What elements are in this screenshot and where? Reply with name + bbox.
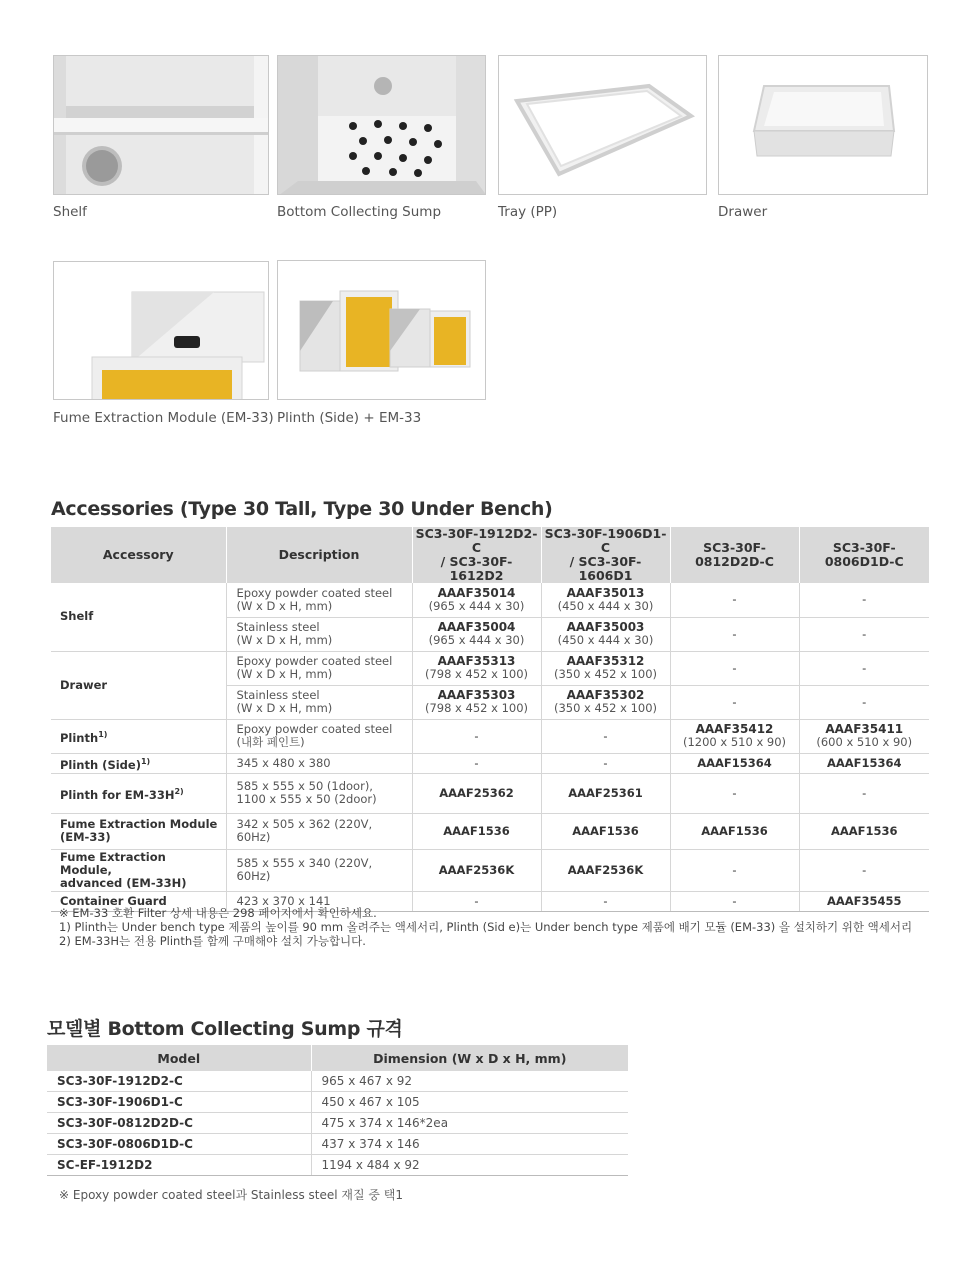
table-row [47,1113,628,1134]
table-row [51,773,929,813]
row-value: AAAF25362 [412,773,541,813]
tray-photo [498,55,707,195]
accessories-title: Accessories (Type 30 Tall, Type 30 Under Bench) [51,498,553,520]
row-value: AAAF25361 [541,773,670,813]
row-value: - [670,891,799,911]
sump-caption: Bottom Collecting Sump [277,204,442,220]
row-label-plinth: Plinth$^{1)}$ [51,719,226,753]
table-row [51,849,929,891]
note-line: 2) EM-33H는 전용 Plinth를 함께 구매해야 설치 가능합니다. [59,934,366,948]
row-value: - [670,651,799,685]
row-value: AAAF2536K [412,849,541,891]
row-value: AAAF15364 [670,753,799,773]
row-value: AAAF35004 (965 x 444 x 30) [412,617,541,651]
row-value: - [541,891,670,911]
sump-dimension: 1194 x 484 x 92 [311,1155,628,1176]
accessories-table [51,527,929,912]
row-value: - [670,583,799,617]
header-description: Description [226,527,412,583]
drawer-caption: Drawer [718,204,768,220]
header-model-3: SC3-30F-0812D2D-C [670,527,799,583]
sump-dimension: 965 x 467 x 92 [311,1071,628,1092]
table-row [51,651,929,685]
row-label-fume-advanced: Fume Extraction Module, advanced (EM-33H) [51,849,226,891]
row-value: - [670,849,799,891]
plinth-side-caption: Plinth (Side) + EM-33 [277,410,422,426]
sump-table [47,1045,628,1176]
row-value: AAAF15364 [799,753,929,773]
sump-model: SC3-30F-1912D2-C [47,1071,311,1092]
sump-model: SC-EF-1912D2 [47,1155,311,1176]
header-accessory: Accessory [51,527,226,583]
row-value: AAAF35411 (600 x 510 x 90) [799,719,929,753]
note-line: 1) Plinth는 Under bench type 제품의 높이를 90 mm 올려주는 액세서리, Plinth (Sid e)는 Under bench type 제품에 배기 모듈 (EM-33) 을 설치하기 위한 액세서리 [59,920,913,934]
table-row [51,719,929,753]
accessories-notes [59,906,912,948]
row-value: AAAF35003 (450 x 444 x 30) [541,617,670,651]
sump-note: ※ Epoxy powder coated steel과 Stainless steel 재질 중 택1 [59,1188,404,1202]
sump-dimension: 437 x 374 x 146 [311,1134,628,1155]
accessories-header-row [51,527,929,583]
header-model: Model [47,1045,311,1071]
sump-dimension: 475 x 374 x 146*2ea [311,1113,628,1134]
row-value: AAAF2536K [541,849,670,891]
row-value: - [412,753,541,773]
row-value: - [799,583,929,617]
sump-model: SC3-30F-0806D1D-C [47,1134,311,1155]
table-row [51,813,929,849]
row-description: Stainless steel (W x D x H, mm) [226,617,412,651]
row-value: - [412,719,541,753]
sump-dimension: 450 x 467 x 105 [311,1092,628,1113]
row-label-fume-module: Fume Extraction Module (EM-33) [51,813,226,849]
row-value: - [412,891,541,911]
row-description: Epoxy powder coated steel (W x D x H, mm) [226,583,412,617]
row-description: Stainless steel (W x D x H, mm) [226,685,412,719]
sump-model: SC3-30F-0812D2D-C [47,1113,311,1134]
row-description: 585 x 555 x 50 (1door), 1100 x 555 x 50 (2door) [226,773,412,813]
row-description: 345 x 480 x 380 [226,753,412,773]
row-value: AAAF35313 (798 x 452 x 100) [412,651,541,685]
row-label-drawer: Drawer [51,651,226,719]
sump-header-row [47,1045,628,1071]
row-label-plinth-em33h: Plinth for $EM-33H^{2)}$ [51,773,226,813]
row-value: - [541,719,670,753]
row-label-container-guard: Container Guard [51,891,226,911]
row-value: - [670,773,799,813]
row-value: - [670,685,799,719]
row-value: AAAF35455 [799,891,929,911]
row-value: AAAF35412 (1200 x 510 x 90) [670,719,799,753]
header-model-1: SC3-30F-1912D2-C / SC3-30F-1612D2 [412,527,541,583]
row-description: 342 x 505 x 362 (220V, 60Hz) [226,813,412,849]
row-value: - [541,753,670,773]
row-label-plinth-side: Plinth (Side)$^{1)}$ [51,753,226,773]
header-model-2: SC3-30F-1906D1-C / SC3-30F-1606D1 [541,527,670,583]
row-value: AAAF1536 [670,813,799,849]
drawer-photo [718,55,928,195]
tray-caption: Tray (PP) [498,204,558,220]
row-value: AAAF35302 (350 x 452 x 100) [541,685,670,719]
row-description: Epoxy powder coated steel (W x D x H, mm) [226,651,412,685]
row-value: AAAF35303 (798 x 452 x 100) [412,685,541,719]
table-row [51,753,929,773]
note-line: ※ EM-33 호환 Filter 상세 내용은 298 페이지에서 확인하세요. [59,906,377,920]
sump-model: SC3-30F-1906D1-C [47,1092,311,1113]
row-description: Epoxy powder coated steel (내화 페인트) [226,719,412,753]
shelf-caption: Shelf [53,204,87,220]
header-dimension: Dimension (W x D x H, mm) [311,1045,628,1071]
row-value: AAAF1536 [541,813,670,849]
table-row [51,583,929,617]
shelf-photo [53,55,269,195]
row-value: - [670,617,799,651]
table-row [47,1071,628,1092]
sump-title: 모델별 Bottom Collecting Sump 규격 [47,1018,403,1040]
row-value: - [799,651,929,685]
row-value: AAAF1536 [412,813,541,849]
row-value: - [799,685,929,719]
row-description: 585 x 555 x 340 (220V, 60Hz) [226,849,412,891]
row-value: - [799,849,929,891]
row-description: 423 x 370 x 141 [226,891,412,911]
row-value: AAAF35014 (965 x 444 x 30) [412,583,541,617]
fume-module-caption: Fume Extraction Module (EM-33) [53,410,274,426]
row-value: AAAF1536 [799,813,929,849]
plinth-side-photo [277,260,486,400]
table-row [47,1134,628,1155]
table-row [47,1155,628,1176]
row-value: AAAF35312 (350 x 452 x 100) [541,651,670,685]
sump-photo [277,55,486,195]
header-model-4: SC3-30F-0806D1D-C [799,527,929,583]
row-value: - [799,773,929,813]
row-value: AAAF35013 (450 x 444 x 30) [541,583,670,617]
row-label-shelf: Shelf [51,583,226,651]
fume-module-photo [53,261,269,400]
table-row [47,1092,628,1113]
row-value: - [799,617,929,651]
